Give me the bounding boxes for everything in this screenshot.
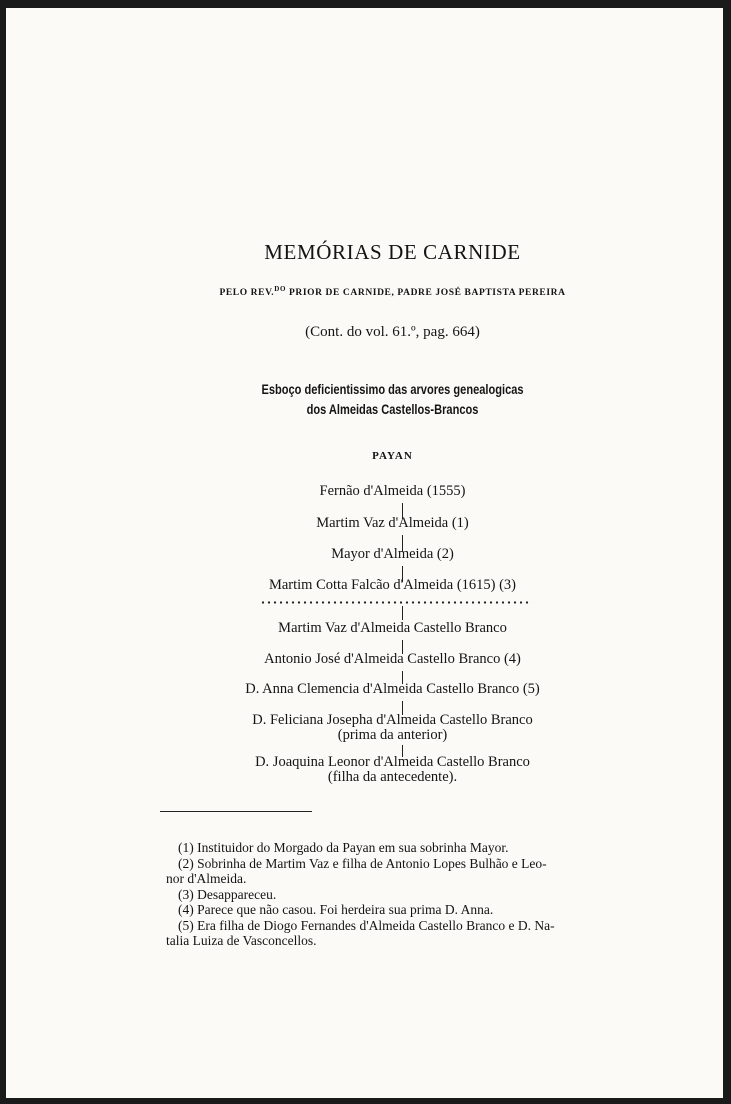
footnote: (4) Parece que não casou. Foi herdeira sua prima D. Anna. [178,902,494,917]
genealogy-entry: Martim Cotta Falcão d'Almeida (1615) (3) [268,577,517,593]
genealogy-entry: Antonio José d'Almeida Castello Branco (4) [264,651,521,667]
section-heading: PAYAN [372,450,413,462]
subtitle-line-2: dos Almeidas Castellos-Brancos [306,402,479,417]
genealogy-entry: Martim Vaz d'Almeida (1) [316,515,469,531]
footnote-continuation: nor d'Almeida. [166,871,247,886]
author-prefix: PELO REV. [219,288,275,299]
footnote: (1) Instituidor do Morgado da Payan em sua sobrinha Mayor. [178,840,509,855]
dotted-separator [260,601,532,604]
genealogy-entry: Martim Vaz d'Almeida Castello Branco [278,620,507,636]
page [6,8,723,1098]
footnote-continuation: talia Luiza de Vasconcellos. [166,933,317,948]
genealogy-note: (filha da antecedente). [327,769,458,785]
genealogy-entry: D. Anna Clemencia d'Almeida Castello Branco (5) [245,681,540,697]
footnote: (5) Era filha de Diogo Fernandes d'Almeida Castello Branco e D. Na- [178,917,555,933]
subtitle-line-1: Esboço deficientissimo das arvores genealogicas [261,382,524,397]
footnote: (2) Sobrinha de Martim Vaz e filha de Antonio Lopes Bulhão e Leo- [178,855,547,871]
continuation-note: (Cont. do vol. 61.º, pag. 664) [305,324,480,340]
footnotes [166,840,634,949]
footnote-rule [160,811,312,812]
genealogy-note: (prima da anterior) [337,727,448,743]
lineage-connector [402,606,403,620]
page-title: MEMÓRIAS DE CARNIDE [264,240,521,264]
footnote: (3) Desappareceu. [178,886,277,902]
genealogy-entry: D. Joaquina Leonor d'Almeida Castello Branco [255,754,530,770]
author-line [34,285,731,298]
author-rest: PRIOR DE CARNIDE, PADRE JOSÉ BAPTISTA PEREIRA [286,288,566,299]
author-superscript: DO [274,285,286,293]
genealogy-entry: Mayor d'Almeida (2) [331,546,454,562]
genealogy-entry: Fernão d'Almeida (1555) [319,483,466,499]
genealogy-entry: D. Feliciana Josepha d'Almeida Castello Branco [252,712,533,728]
